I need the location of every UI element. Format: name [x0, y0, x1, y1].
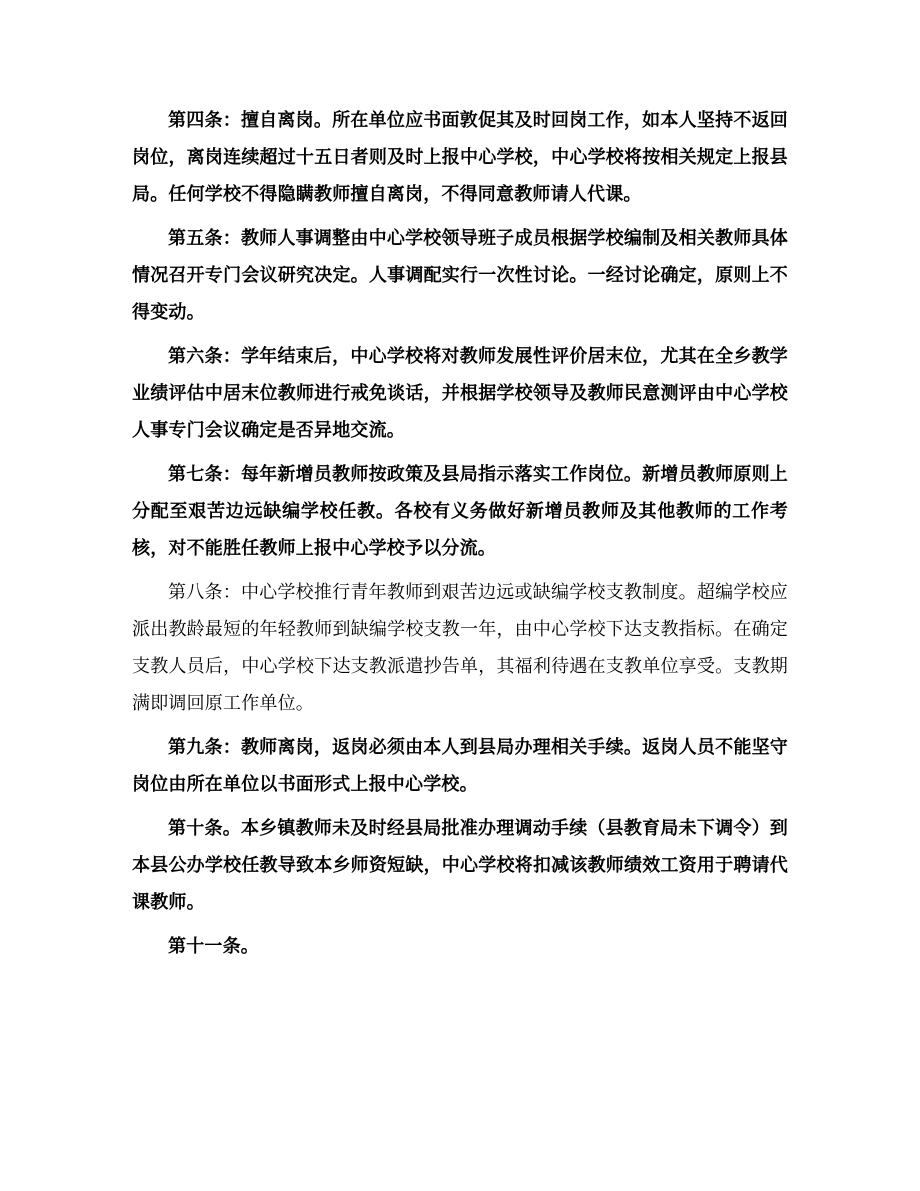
article-7-paragraph: 第七条：每年新增员教师按政策及县局指示落实工作岗位。新增员教师原则上分配至艰苦边远缺编学校任教。各校有义务做好新增员教师及其他教师的工作考核，对不能胜任教师上报中心学校予以分流。 — [132, 464, 788, 559]
document-body — [132, 102, 788, 972]
article-4-paragraph: 第四条：擅自离岗。所在单位应书面敦促其及时回岗工作，如本人坚持不返回岗位，离岗连续超过十五日者则及时上报中心学校，中心学校将按相关规定上报县局。任何学校不得隐瞒教师擅自离岗，不得同意教师请人代课。 — [132, 110, 788, 205]
article-8-paragraph: 第八条：中心学校推行青年教师到艰苦边远或缺编学校支教制度。超编学校应派出教龄最短的年轻教师到缺编学校支教一年，由中心学校下达支教指标。在确定支教人员后，中心学校下达支教派遣抄告单，其福利待遇在支教单位享受。支教期满即调回原工作单位。 — [132, 582, 788, 714]
article-9-paragraph: 第九条：教师离岗，返岗必须由本人到县局办理相关手续。返岗人员不能坚守岗位由所在单位以书面形式上报中心学校。 — [132, 737, 788, 795]
article-11-paragraph: 第十一条。 — [168, 936, 259, 957]
article-5-paragraph: 第五条：教师人事调整由中心学校领导班子成员根据学校编制及相关教师具体情况召开专门会议研究决定。人事调配实行一次性讨论。一经讨论确定，原则上不得变动。 — [132, 228, 788, 323]
article-10-paragraph: 第十条。本乡镇教师未及时经县局批准办理调动手续（县教育局未下调令）到本县公办学校任教导致本乡师资短缺，中心学校将扣减该教师绩效工资用于聘请代课教师。 — [132, 818, 788, 913]
article-6-paragraph: 第六条：学年结束后，中心学校将对教师发展性评价居末位，尤其在全乡教学业绩评估中居末位教师进行戒免谈话，并根据学校领导及教师民意测评由中心学校人事专门会议确定是否异地交流。 — [132, 346, 788, 441]
